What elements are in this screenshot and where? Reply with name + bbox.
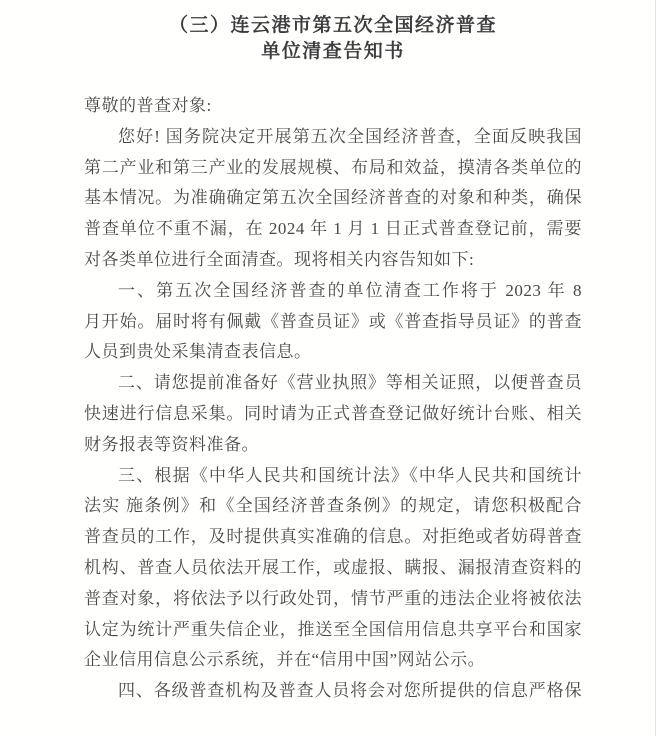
salutation: 尊敬的普查对象: <box>84 96 212 115</box>
scan-edge-line <box>655 0 656 736</box>
body-line: 企业信用信息公示系统，并在“信用中国”网站公示。 <box>84 650 486 670</box>
body-line: 普查对象，将依法予以行政处罚，情节严重的违法企业将被依法 <box>84 588 582 608</box>
document-body <box>84 91 582 707</box>
body-line: 对各类单位进行全面清查。现将相关内容告知如下: <box>84 249 475 269</box>
body-line: 基本情况。为准确确定第五次全国经济普查的对象和种类，确保 <box>84 188 582 208</box>
body-line: 机构、普查人员依法开展工作，或虚报、瞒报、漏报清查资料的 <box>84 557 582 577</box>
body-line: 财务报表等资料准备。 <box>84 434 259 454</box>
body-line: 人员到贵处采集清查表信息。 <box>84 342 312 362</box>
body-line: 第二产业和第三产业的发展规模、布局和效益，摸清各类单位的 <box>84 157 582 177</box>
body-line: 二、请您提前准备好《营业执照》等相关证照，以便普查员 <box>118 373 582 393</box>
body-line: 普查单位不重不漏，在 2024 年 1 月 1 日正式普查登记前，需要 <box>84 219 582 239</box>
body-line: 三、根据《中华人民共和国统计法》《中华人民共和国统计 <box>118 465 582 485</box>
body-line: 您好! 国务院决定开展第五次全国经济普查，全面反映我国 <box>118 126 582 146</box>
body-line: 四、各级普查机构及普查人员将会对您所提供的信息严格保 <box>118 681 582 701</box>
doc-title-line-1: （三）连云港市第五次全国经济普查 <box>168 15 497 36</box>
doc-title-line-2: 单位清查告知书 <box>261 41 405 62</box>
body-line: 法实 施条例》和《全国经济普查条例》的规定，请您积极配合 <box>84 496 582 516</box>
body-line: 普查员的工作，及时提供真实准确的信息。对拒绝或者妨碍普查 <box>84 527 582 547</box>
body-line: 一、第五次全国经济普查的单位清查工作将于 2023 年 8 <box>118 280 582 300</box>
body-line: 快速进行信息采集。同时请为正式普查登记做好统计台账、相关 <box>84 403 582 423</box>
body-line: 认定为统计严重失信企业，推送至全国信用信息共享平台和国家 <box>84 619 582 639</box>
body-line: 月开始。届时将有佩戴《普查员证》或《普查指导员证》的普查 <box>84 311 582 331</box>
